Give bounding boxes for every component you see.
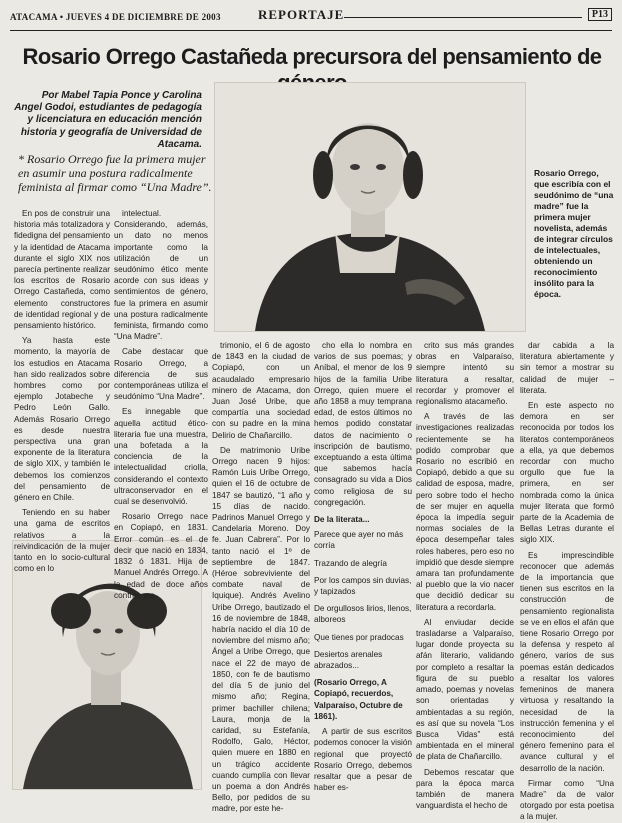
paragraph: intelectual. Considerando, además, un dato no menos importante como la utilización de un seudónimo ético mente acorde con sus ideas y sentimientos de género, fue la primera en asumir una postura radicalmente feminista, firmando como “Una Madre”. [114, 209, 208, 342]
paragraph: Firmar como “Una Madre” da de valor otorgado por esta poetisa a la mujer. [520, 778, 614, 822]
text-column-6 [520, 340, 614, 822]
section-label: REPORTAJE [258, 7, 345, 22]
poem-line: Trazando de alegría [314, 558, 387, 568]
byline: Por Mabel Tapia Ponce y Carolina Angel Godoi, estudiantes de pedagogía y licenciatura en educación mención historia y geografía de Universidad de Atacama. [14, 90, 202, 150]
paragraph: Al enviudar decide trasladarse a Valparaíso, lugar donde proyecta su afán literario, validando por completo a resaltar la figura de su pueblo amado, poemas y novelas son orientadas y ambientadas a su región, es así que su novela “Los Busca Vidas” está ambientada en el mineral de plata de Chañarcillo. [416, 617, 514, 762]
paragraph: Rosario Orrego nace en Copiapó, en 1831. Error común es el de decir que nació en 1834, 1832 ó 1831. Hija de Manuel Andrés Orrego. A la edad de doce años contrae ma- [114, 512, 208, 600]
portrait-photo [214, 82, 526, 332]
paragraph: trimonio, el 6 de agosto de 1843 en la ciudad de Copiapó, con un acaudalado empresario minero de Atacama, don Juan José Uribe, que compartía una sociedad con su padre en la mina Delirio de Chañarcillo. [212, 341, 310, 440]
poem-line: Por los campos sin duvias, y tapizados [314, 575, 412, 597]
paragraph: De matrimonio Uribe Orrego nacen 9 hijos: Ramón Luis Uribe Orrego, quien el 16 de octubre de 1847 se bautizó, “1 año y 15 días de nacido. Padrinos Manuel Orrego y Candelaria Moreno. Doy fe. Juan Cabrera”. Por lo tanto nació el 1º de septiembre de 1847. (Héroe sobreviviente del combate naval de Iquique). Andrés Avelino Uribe Orrego, bautizado el 16 de noviembre de 1848, habría nacido el día 10 de noviembre del mismo año; Ángel a Uribe Orrego, que nace el 22 de mayo de 1850, con fe de bautismo del día 5 de junio del mismo año; Regina, primer bachiller chilena; Laura, monja de la caridad, su Estefanía, Rodolfo, Galo, Héctor, quien muere en 1880 en un trágico accidente cuando cumplía con llevar un poema a don Andrés Bello, por pedidos de su madre, por este he- [212, 445, 310, 814]
poem-line: Que tienes por pradocas [314, 632, 404, 642]
paragraph: Es imprescindible reconocer que además de la importancia que tienen sus escritos en la construcción de pensamiento regionalista se ve en ellos el afán que tiene Rosario Orrego por la defensa y respeto al género, varios de sus poemas están dedicados a resaltar los valores femeninos de manera virtuosa y resaltando la necesidad de la instrucción femenina y el reconocimiento del género femenino para el avance cultural y el desarrollo de la nación. [520, 550, 614, 773]
paragraph: Es innegable que aquella actitud ético-literaria fue una muestra, una bofetada a la conciencia de la intelectualidad criolla, considerando el contexto ultraconservador en el cual se desenvolvió. [114, 407, 208, 507]
paragraph: Cabe destacar que Rosario Orrego, a diferencia de sus contemporáneas utiliza el seudónimo “Una Madre”. [114, 347, 208, 402]
poem-citation: (Rosario Orrego, A Copiapó, recuerdos, Valparaíso, Octubre de 1861). [314, 678, 403, 721]
text-column-3 [212, 340, 310, 814]
photo-caption: Rosario Orrego, que escribía con el seudónimo de “una madre” fue la primera mujer novelista, además de integrar círculos de intelectuales, obteniendo un reconocimiento insólito para la época. [534, 168, 614, 299]
poem-line: Desiertos arenales abrazados... [314, 649, 383, 671]
text-column-4 [314, 340, 412, 792]
page-number: P13 [588, 8, 612, 21]
text-column-1 [14, 208, 110, 574]
subheading: De la literata... [314, 515, 370, 525]
poem-line: De orgullosos lirios, llenos, alboreos [314, 604, 412, 625]
poem-line: Parece que ayer no más corría [314, 530, 404, 551]
paragraph: A través de las investigaciones realizadas recientemente se ha podido comprobar que Rosario no escribió en Copiapó, debido a que su calidad de esposa, madre, pero sobre todo el hecho de ser mujer en aquella época la impedía seguir normas sociales de la época desempeñar tales roles haberes, pero eso no impidió que desde siempre amara tan profundamente al pueblo que la vio nacer que decidió dedicar su literatura a recordarla. [416, 412, 514, 612]
paragraph: crito sus más grandes obras en Valparaíso, siempre intentó su literatura a resaltar, recordar y promover el regionalismo atacameño. [416, 341, 514, 407]
date-line: ATACAMA • JUEVES 4 DE DICIEMBRE DE 2003 [10, 12, 221, 22]
section-rule [344, 17, 582, 18]
paragraph: cho ella lo nombra en varios de sus poemas; y Aníbal, el menor de los 9 hijos de la familia Uribe Orrego, quien muere el año 1858 a muy temprana edad, de estos últimos no hemos podido constatar datos de nacimiento o inscripción de bautismo, exceptuando a esta última que sabemos hacía consagrado su vida a Dios como religiosa de su congregación. [314, 341, 412, 507]
lead-quote: * Rosario Orrego fue la primera mujer en asumir una postura radicalmente feminista al firmar como “Una Madre”. [18, 152, 212, 195]
paragraph: Ya hasta este momento, la mayoría de los estudios en Atacama han sido realizados sobre hombres como por ejemplo Jotabeche y Pedro León Gallo. Además Rosario Orrego es desde nuestra perspectiva una gran exponente de la literatura de siglo XIX, y también le debemos los comienzos del pensamiento de género en Chile. [14, 336, 110, 503]
paragraph: En este aspecto no demora en ser reconocida por todos los literatos contemporáneos a ella, ya que debemos recordar con mucho orgullo que fue la primera, en ser nombrada como la única mujer literata que formó parte de la Academia de Bellas Letras durante el siglo XIX. [520, 401, 614, 545]
paragraph: Teniendo en su haber una gama de escritos relativos a la reivindicación de la mujer tanto en lo socio-cultural como en lo [14, 508, 110, 574]
paragraph: dar cabida a la literatura abiertamente y sin temor a mostrar su calidad de mujer – literata. [520, 341, 614, 395]
page-header [10, 4, 612, 31]
article-title: Rosario Orrego Castañeda precursora del pensamiento de [22, 44, 602, 69]
paragraph: Debemos rescatar que para la época marca también de manera vanguardista el hecho de [416, 767, 514, 811]
portrait-illustration [215, 83, 525, 331]
text-column-5 [416, 340, 514, 811]
text-column-2 [114, 208, 208, 792]
paragraph: En pos de construir una historia más totalizadora y fidedigna del pensamiento y la identidad de Atacama durante el siglo XIX nos parecía pertinente realizar los escritos de Rosario Orrego Castañeda, como elemento constructores de identidad regional y de pensamiento histórico. [14, 209, 110, 331]
paragraph: A partir de sus escritos podemos conocer la visión regional que proyectó Rosario Orrego, debemos resaltar que a pesar de haber es- [314, 727, 412, 793]
